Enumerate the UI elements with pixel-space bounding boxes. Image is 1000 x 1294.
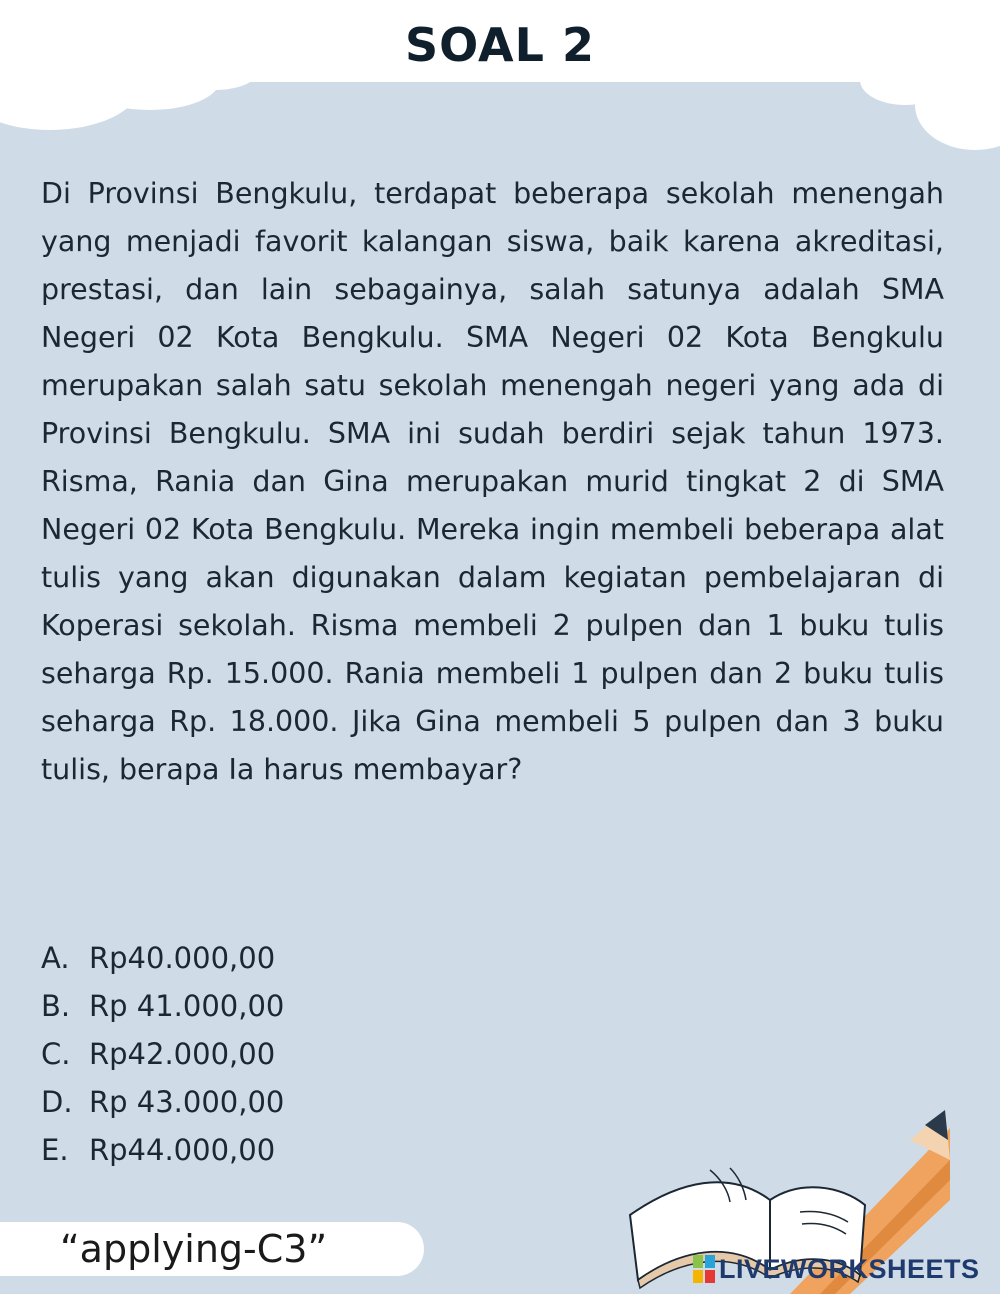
option-e[interactable] xyxy=(41,1126,284,1174)
option-letter: B. xyxy=(41,989,71,1023)
option-text: Rp 41.000,00 xyxy=(89,989,285,1023)
page-title: SOAL 2 xyxy=(405,18,595,72)
option-d[interactable] xyxy=(41,1078,284,1126)
option-text: Rp44.000,00 xyxy=(89,1133,276,1167)
option-b[interactable] xyxy=(41,982,284,1030)
option-letter: C. xyxy=(41,1037,71,1071)
option-c[interactable] xyxy=(41,1030,284,1078)
option-text: Rp42.000,00 xyxy=(89,1037,276,1071)
skill-tag-text: “applying-C3” xyxy=(60,1227,328,1271)
option-letter: A. xyxy=(41,941,70,975)
option-letter: E. xyxy=(41,1133,69,1167)
option-a[interactable] xyxy=(41,934,284,982)
option-text: Rp40.000,00 xyxy=(89,941,276,975)
brand-watermark xyxy=(693,1253,980,1285)
liveworksheets-logo-icon xyxy=(693,1255,715,1283)
skill-tag xyxy=(0,1222,424,1276)
option-letter: D. xyxy=(41,1085,73,1119)
question-text: Di Provinsi Bengkulu, terdapat beberapa sekolah menengah yang menjadi favorit kalangan siswa, baik karena akreditasi, prestasi, dan lain sebagainya, salah satunya adalah SMA Negeri 02 Kota Bengkulu. SMA Negeri 02 Kota Bengkulu merupakan salah satu sekolah menengah negeri yang ada di Provinsi Bengkulu. SMA ini sudah berdiri sejak tahun 1973. Risma, Rania dan Gina merupakan murid tingkat 2 di SMA Negeri 02 Kota Bengkulu. Mereka ingin membeli beberapa alat tulis yang akan digunakan dalam kegiatan pembelajaran di Koperasi sekolah. Risma membeli 2 pulpen dan 1 buku tulis seharga Rp. 15.000. Rania membeli 1 pulpen dan 2 buku tulis seharga Rp. 18.000. Jika Gina membeli 5 pulpen dan 3 buku tulis, berapa Ia harus membayar? xyxy=(41,177,944,786)
option-text: Rp 43.000,00 xyxy=(89,1085,285,1119)
answer-options xyxy=(41,934,284,1174)
brand-name: LIVEWORKSHEETS xyxy=(719,1254,980,1284)
